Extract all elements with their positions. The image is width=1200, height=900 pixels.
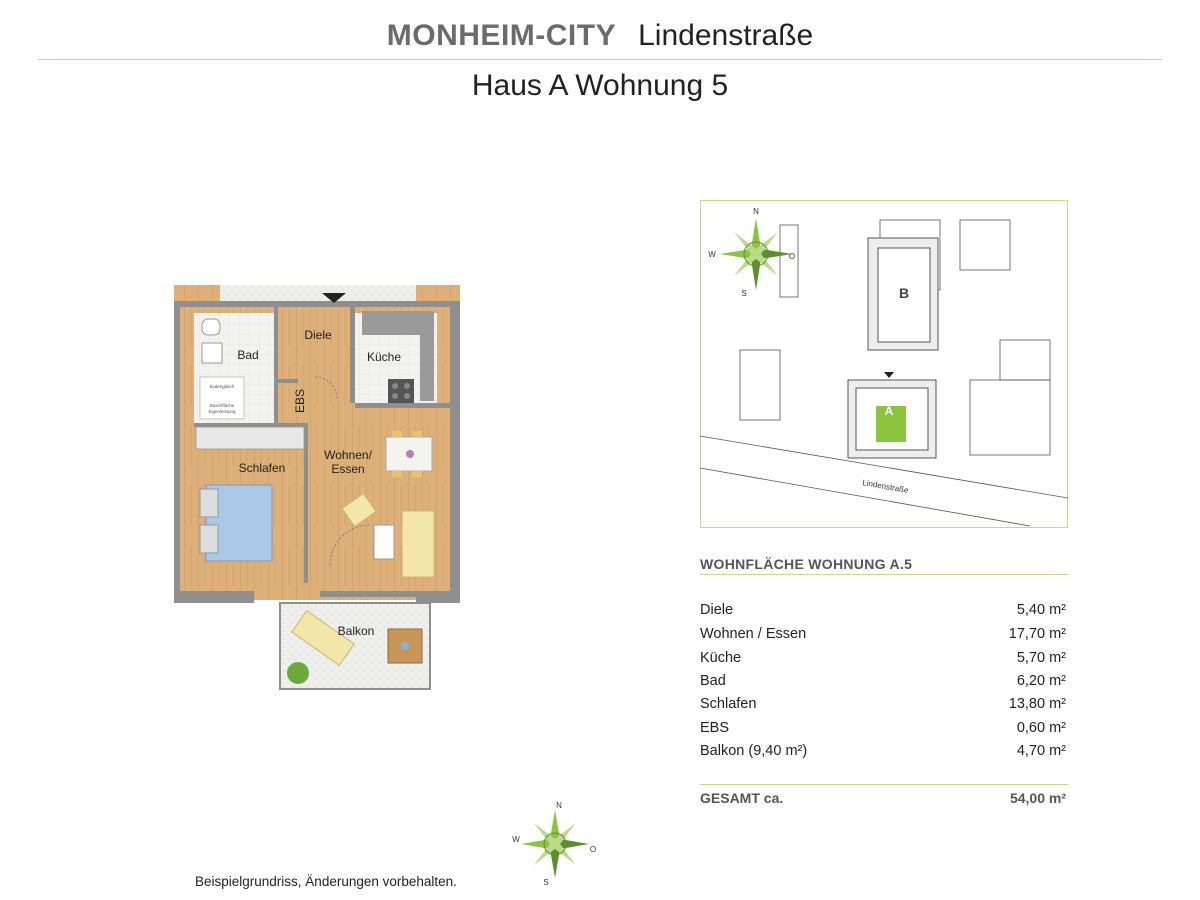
apartment-title: Haus A Wohnung 5: [471, 69, 729, 102]
disclaimer-note: Beispielgrundriss, Änderungen vorbehalten.: [195, 874, 457, 889]
compass-n: N: [556, 801, 562, 810]
brand-name: MONHEIM-CITY: [386, 19, 617, 52]
area-table-title: WOHNFLÄCHE WOHNUNG A.5: [700, 556, 913, 572]
building-label-a: A: [884, 404, 894, 418]
page-header: [0, 18, 1200, 54]
area-row: [700, 650, 1066, 672]
compass-o: O: [589, 845, 597, 854]
compass-n: N: [753, 207, 759, 216]
total-label: GESAMT ca.: [700, 790, 784, 806]
building-label-b: B: [898, 285, 910, 301]
room-label-balkon: Balkon: [337, 624, 375, 638]
area-row-value: 0,60 m²: [1016, 720, 1066, 736]
compass-s: S: [543, 878, 549, 887]
area-row-name: Balkon (9,40 m²): [700, 743, 808, 759]
area-row-value: 5,70 m²: [1016, 650, 1066, 666]
total-value: 54,00 m²: [1009, 790, 1066, 806]
area-row: [700, 626, 1066, 648]
area-row-value: 6,20 m²: [1016, 673, 1066, 689]
site-plan: [700, 200, 1068, 528]
area-row-name: Bad: [700, 673, 726, 689]
room-label-bad: Bad: [237, 348, 259, 362]
area-row-name: Wohnen / Essen: [700, 626, 807, 642]
shower-label-2: Duschfläche: [209, 403, 235, 408]
area-row-name: Schlafen: [700, 696, 757, 712]
room-label-essen: Essen: [331, 462, 365, 476]
header-divider: [38, 59, 1162, 60]
compass-w: W: [512, 835, 520, 844]
street-name: Lindenstraße: [638, 19, 814, 52]
compass-s: S: [741, 289, 747, 298]
area-row: [700, 673, 1066, 695]
area-row-name: Diele: [700, 602, 734, 618]
room-label-kueche: Küche: [366, 350, 402, 364]
room-label-schlafen: Schlafen: [238, 461, 286, 475]
area-row-value: 5,40 m²: [1016, 602, 1066, 618]
total-divider: [700, 784, 1068, 785]
floor-plan: [170, 285, 466, 695]
room-label-diele: Diele: [304, 328, 332, 342]
compass-o: O: [788, 252, 796, 261]
room-label-ebs: EBS: [293, 388, 307, 414]
area-row-value: 17,70 m²: [1008, 626, 1066, 642]
street-label: Lindenstraße: [861, 478, 910, 496]
area-total: [700, 790, 1066, 806]
area-row-value: 13,80 m²: [1008, 696, 1066, 712]
compass-w: W: [708, 250, 716, 259]
area-row-name: EBS: [700, 720, 730, 736]
area-row: [700, 720, 1066, 742]
shower-label-3: Eigenleistung: [208, 409, 236, 414]
room-label-wohnen: Wohnen/: [324, 448, 372, 462]
shower-label-1: bodengleich: [209, 384, 235, 389]
area-row: [700, 743, 1066, 765]
area-title-divider: [700, 574, 1068, 575]
area-row: [700, 602, 1066, 624]
area-row-name: Küche: [700, 650, 742, 666]
area-row-value: 4,70 m²: [1016, 743, 1066, 759]
area-row: [700, 696, 1066, 718]
compass-rose-icon: [510, 798, 600, 890]
